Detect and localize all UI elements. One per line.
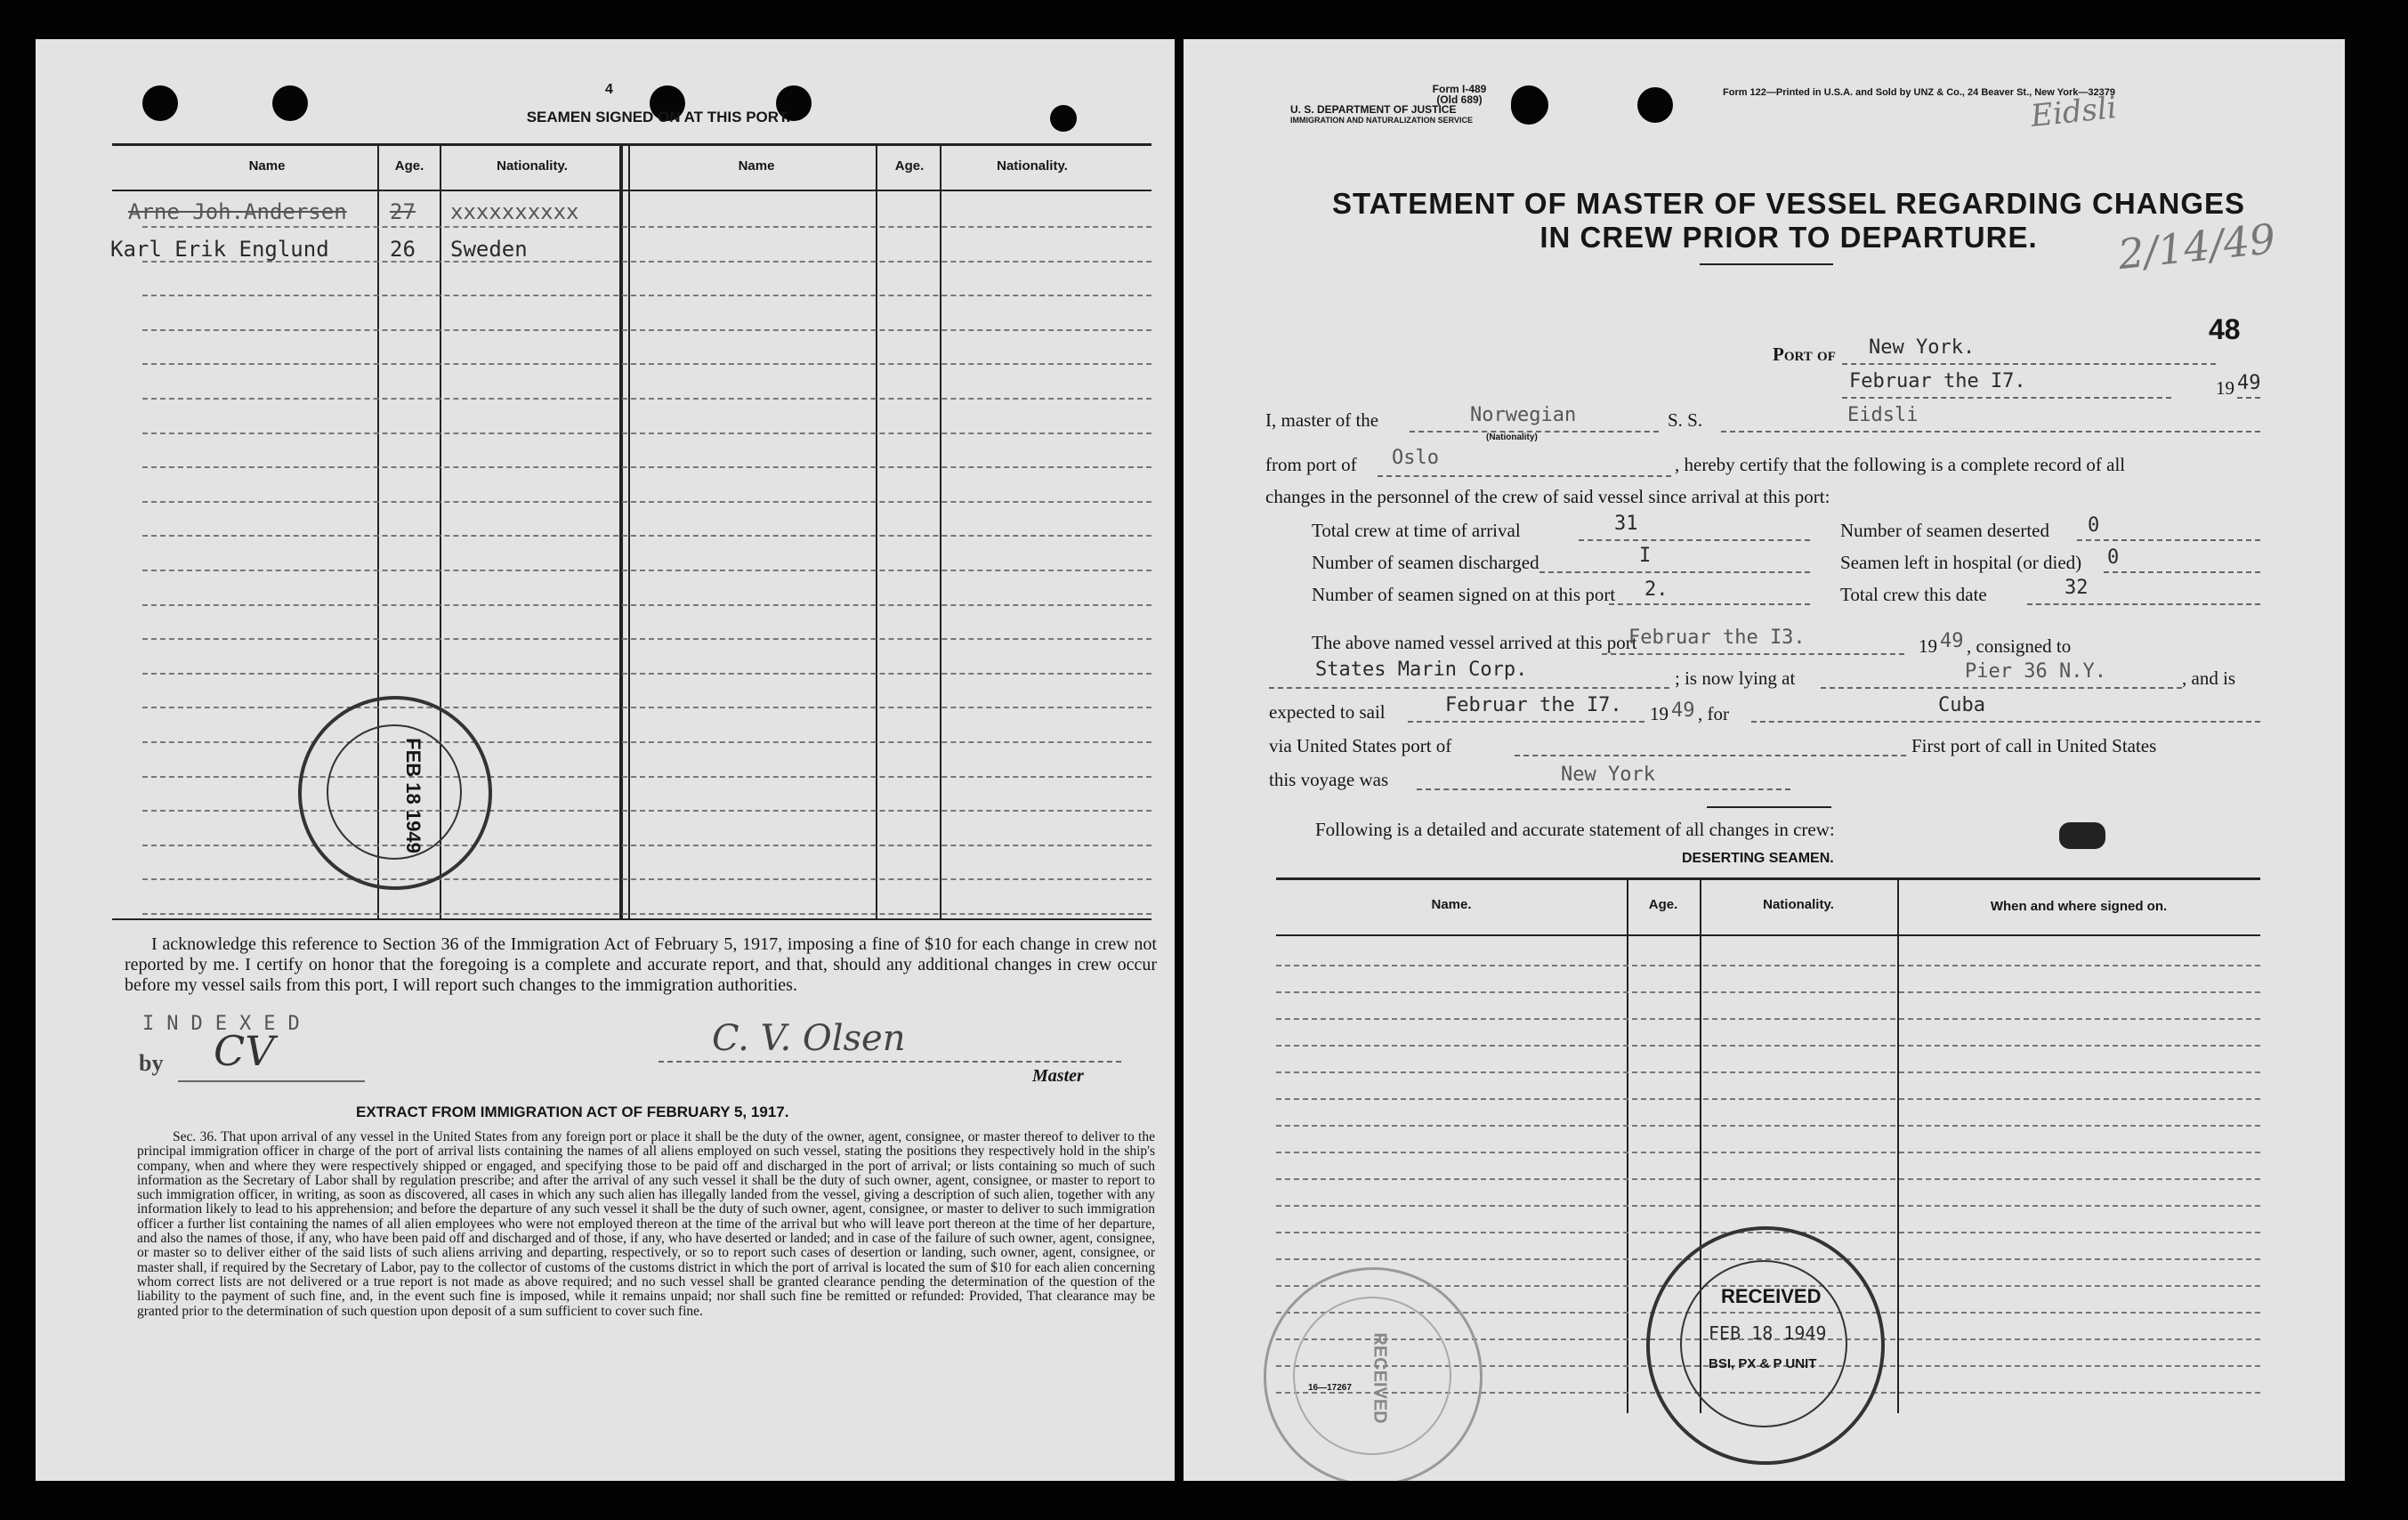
form-title (1264, 187, 2314, 255)
row-rule (1276, 1178, 2260, 1180)
row-rule (1276, 1045, 2260, 1047)
following-text: Following is a detailed and accurate statement of all changes in crew: (1315, 819, 1835, 840)
row-rule (142, 707, 1151, 708)
master-signature: C. V. Olsen (712, 1018, 906, 1059)
total-crew-date-label: Total crew this date (1840, 584, 1987, 605)
table-header-rule (112, 190, 1151, 191)
voyage-value: New York (1561, 764, 1655, 786)
stamp-date: FEB 18 1949 (401, 738, 424, 853)
service: IMMIGRATION AND NATURALIZATION SERVICE (1290, 116, 1473, 125)
deserted-label: Number of seamen deserted (1840, 520, 2049, 541)
deserting-table-top (1276, 877, 2260, 880)
indexed-initials: CV (214, 1027, 275, 1075)
row-rule (142, 501, 1151, 503)
row-rule (1276, 1071, 2260, 1073)
arrived-label: The above named vessel arrived at this port (1312, 632, 1637, 653)
row-rule (142, 604, 1151, 606)
row-rule (142, 570, 1151, 571)
row-rule (142, 398, 1151, 400)
total-crew-arrival-label: Total crew at time of arrival (1312, 520, 1521, 541)
signed-on-value: 2. (1644, 578, 1669, 601)
table-row (128, 199, 347, 224)
page-number: 4 (605, 82, 613, 97)
from-port-label: from port of (1265, 454, 1357, 475)
row-rule (142, 741, 1151, 743)
received-office: BSI, PX & P UNIT (1709, 1356, 1817, 1371)
punch-hole (142, 85, 178, 121)
col-age-2: Age. (894, 158, 925, 174)
arrived-year: 49 (1940, 630, 1964, 652)
expected-value: Februar the I7. (1445, 694, 1622, 716)
row-rule (1276, 1098, 2260, 1100)
nationality-value: Norwegian (1470, 404, 1577, 426)
year-prefix: 19 (1919, 635, 1937, 657)
certify-text: , hereby certify that the following is a complete record of all (1675, 454, 2126, 475)
deserting-col-name: Name. (1431, 897, 1472, 912)
footer-code: 16—17267 (1308, 1383, 1352, 1393)
row-rule (1276, 1205, 2260, 1207)
acknowledgement-text: I acknowledge this reference to Section 36 of the Immigration Act of February 5, 1917, imposing a fine of $10 for each change in crew not reported by me. I certify on honor that the foregoing is a complete and accurate report, and that, should any additional changes in crew occur before my vessel sails from this port, I will report such changes to the immigration authorities. (125, 934, 1157, 995)
handwritten-date: 2/14/49 (2115, 214, 2278, 279)
nationality-caption: (Nationality) (1486, 433, 1538, 442)
hospital-value: 0 (2107, 546, 2120, 569)
expected-year: 49 (1671, 699, 1695, 722)
total-crew-arrival-value: 31 (1614, 513, 1638, 535)
row-rule (142, 638, 1151, 640)
col-divider (1627, 879, 1628, 1413)
deserting-title: DESERTING SEAMEN. (1682, 851, 1834, 866)
col-name: Name (248, 158, 286, 174)
form-title-line1: STATEMENT OF MASTER OF VESSEL REGARDING CHANGES (1331, 187, 2246, 220)
and-is-label: , and is (2182, 667, 2236, 689)
form-number: Form I-489 (1432, 83, 1487, 95)
row-rule (142, 845, 1151, 846)
port-value: New York. (1869, 336, 1976, 359)
row-rule (142, 466, 1151, 468)
deserting-col-signed-on: When and where signed on. (1990, 899, 2168, 914)
row-rule (142, 329, 1151, 331)
year-value: 49 (2237, 372, 2261, 394)
row-nationality: xxxxxxxxxx (450, 199, 579, 224)
row-rule (1276, 965, 2260, 966)
lying-label: ; is now lying at (1675, 667, 1796, 689)
expected-label: expected to sail (1269, 701, 1386, 723)
right-page (1184, 39, 2345, 1481)
indexed-by-label: by (139, 1050, 164, 1076)
row-rule (142, 535, 1151, 537)
signed-on-label: Number of seamen signed on at this port (1312, 584, 1616, 605)
row-rule (142, 226, 1151, 228)
row-rule (142, 673, 1151, 675)
hospital-label: Seamen left in hospital (or died) (1840, 552, 2082, 573)
row-rule (1276, 991, 2260, 993)
ink-blot (2059, 822, 2105, 849)
form-old: (Old 689) (1436, 93, 1483, 106)
row-rule (142, 810, 1151, 812)
row-rule (142, 295, 1151, 296)
for-value: Cuba (1938, 694, 1985, 716)
year-prefix: 19 (1650, 703, 1669, 724)
indexed-label: INDEXED (142, 1013, 312, 1035)
year-prefix: 19 (2216, 377, 2234, 399)
for-label: , for (1698, 703, 1729, 724)
deserted-value: 0 (2088, 514, 2100, 537)
form-title-line2: IN CREW PRIOR TO DEPARTURE. (1539, 221, 2038, 254)
col-age: Age. (394, 158, 424, 174)
row-name: Karl Erik Englund (110, 237, 329, 262)
master-label: I, master of the (1265, 409, 1379, 431)
received-stamp (1646, 1226, 1885, 1465)
row-nationality: Sweden (450, 237, 528, 262)
extract-text: Sec. 36. That upon arrival of any vessel in the United States from any foreign port or place it shall be the duty of the owner, agent, consignee, or master thereof to deliver to the principal immigration officer in charge of the port of arrival lists containing the names of all aliens employed on such vessel, stating the positions they respectively hold in the ship's company, when and where they were respectively shipped or engaged, and specifying those to be paid off and discharged in the port of arrival; or lists containing so much of such information as the Secretary of Labor shall by regulation prescribe; and after the arrival of any such vessel it shall be the duty of such owner, agent, consignee, or master to report to such immigration officer, in writing, as soon as discovered, all cases in which any such alien has illegally landed from the vessel, giving a description of such alien, together with any information likely to lead to his apprehension; and before the departure of any such vessel it shall be the duty of such owner, agent, consignee, or master to deliver to such immigration officer a further list containing the names of all alien employees who were not employed thereon at the time of the arrival but who will leave port thereon at the time of her departure, and also the names of those, if any, who have been paid off and discharged and of those, if any, who have deserted or landed; and in case of the failure of such owner, agent, consignee, or master so to deliver either of the said lists of such aliens arriving and departing, respectively, or so to report such cases of desertion or landing, such owner, agent, consignee, or master shall, if required by the Secretary of Labor, pay to the collector of customs of the customs district in which the port of arrival is located the sum of $10 for each alien concerning whom correct lists are not delivered or a true report is not made as above required; and no such vessel shall be granted clearance pending the determination of the question of the liability to the payment of such fine, and, in the event such fine is imposed, while it remains unpaid; nor shall such fine be remitted or refunded: Provided, That clearance may be granted prior to the determination of such question upon deposit of a sum sufficient to cover such fine. (137, 1129, 1155, 1319)
col-name-2: Name (738, 158, 775, 174)
consignee-value: States Marin Corp. (1315, 659, 1528, 681)
faded-stamp (1264, 1267, 1483, 1481)
col-nationality-2: Nationality. (997, 158, 1068, 174)
handwritten-vessel: Eidsli (2029, 90, 2119, 134)
row-rule (142, 913, 1151, 915)
received-text: RECEIVED (1721, 1285, 1822, 1307)
via-label: via United States port of (1269, 735, 1452, 756)
deserting-col-age: Age. (1648, 897, 1678, 912)
row-rule (142, 433, 1151, 434)
deserting-col-nationality: Nationality. (1763, 897, 1834, 912)
first-port-label: First port of call in United States (1911, 735, 2157, 756)
row-age: 26 (390, 237, 416, 262)
extract-title: EXTRACT FROM IMMIGRATION ACT OF FEBRUARY 5, 1917. (356, 1104, 789, 1120)
row-rule (1276, 1018, 2260, 1020)
punch-hole (272, 85, 308, 121)
row-rule (142, 878, 1151, 880)
vessel-value: Eidsli (1847, 404, 1919, 426)
master-caption: Master (1032, 1066, 1084, 1086)
form-serial-number: 48 (2209, 313, 2241, 345)
row-name: Arne Joh.Andersen (128, 199, 347, 224)
discharged-label: Number of seamen discharged (1312, 552, 1539, 573)
date-stamp (298, 696, 492, 890)
punch-hole (1050, 105, 1077, 132)
row-rule (142, 363, 1151, 365)
col-nationality: Nationality. (497, 158, 568, 174)
table-top-rule (112, 143, 1151, 146)
ss-label: S. S. (1668, 409, 1703, 431)
col-divider (1897, 879, 1899, 1413)
faded-stamp-text: RECEIVED (1370, 1332, 1390, 1424)
printer-line: Form 122—Printed in U.S.A. and Sold by UNZ & Co., 24 Beaver St., New York—32379 (1723, 87, 2115, 98)
voyage-label: this voyage was (1269, 769, 1389, 790)
section-title: SEAMEN SIGNED ON AT THIS PORT. (526, 109, 791, 125)
changes-text: changes in the personnel of the crew of said vessel since arrival at this port: (1265, 486, 1830, 507)
date-value: Februar the I7. (1849, 370, 2026, 392)
consigned-label: , consigned to (1967, 635, 2072, 657)
row-rule (1276, 1152, 2260, 1153)
lying-value: Pier 36 N.Y. (1965, 660, 2106, 683)
table-bottom-rule (112, 918, 1151, 920)
row-rule (1276, 1125, 2260, 1127)
discharged-value: I (1639, 545, 1652, 567)
row-age: 27 (390, 199, 416, 224)
from-port-value: Oslo (1392, 447, 1439, 469)
left-page (36, 39, 1175, 1481)
total-crew-date-value: 32 (2065, 577, 2089, 599)
row-rule (142, 776, 1151, 778)
received-date: FEB 18 1949 (1709, 1322, 1827, 1344)
arrived-value: Februar the I3. (1628, 627, 1806, 649)
department: U. S. DEPARTMENT OF JUSTICE (1290, 103, 1457, 116)
port-label: Port of (1773, 344, 1836, 365)
